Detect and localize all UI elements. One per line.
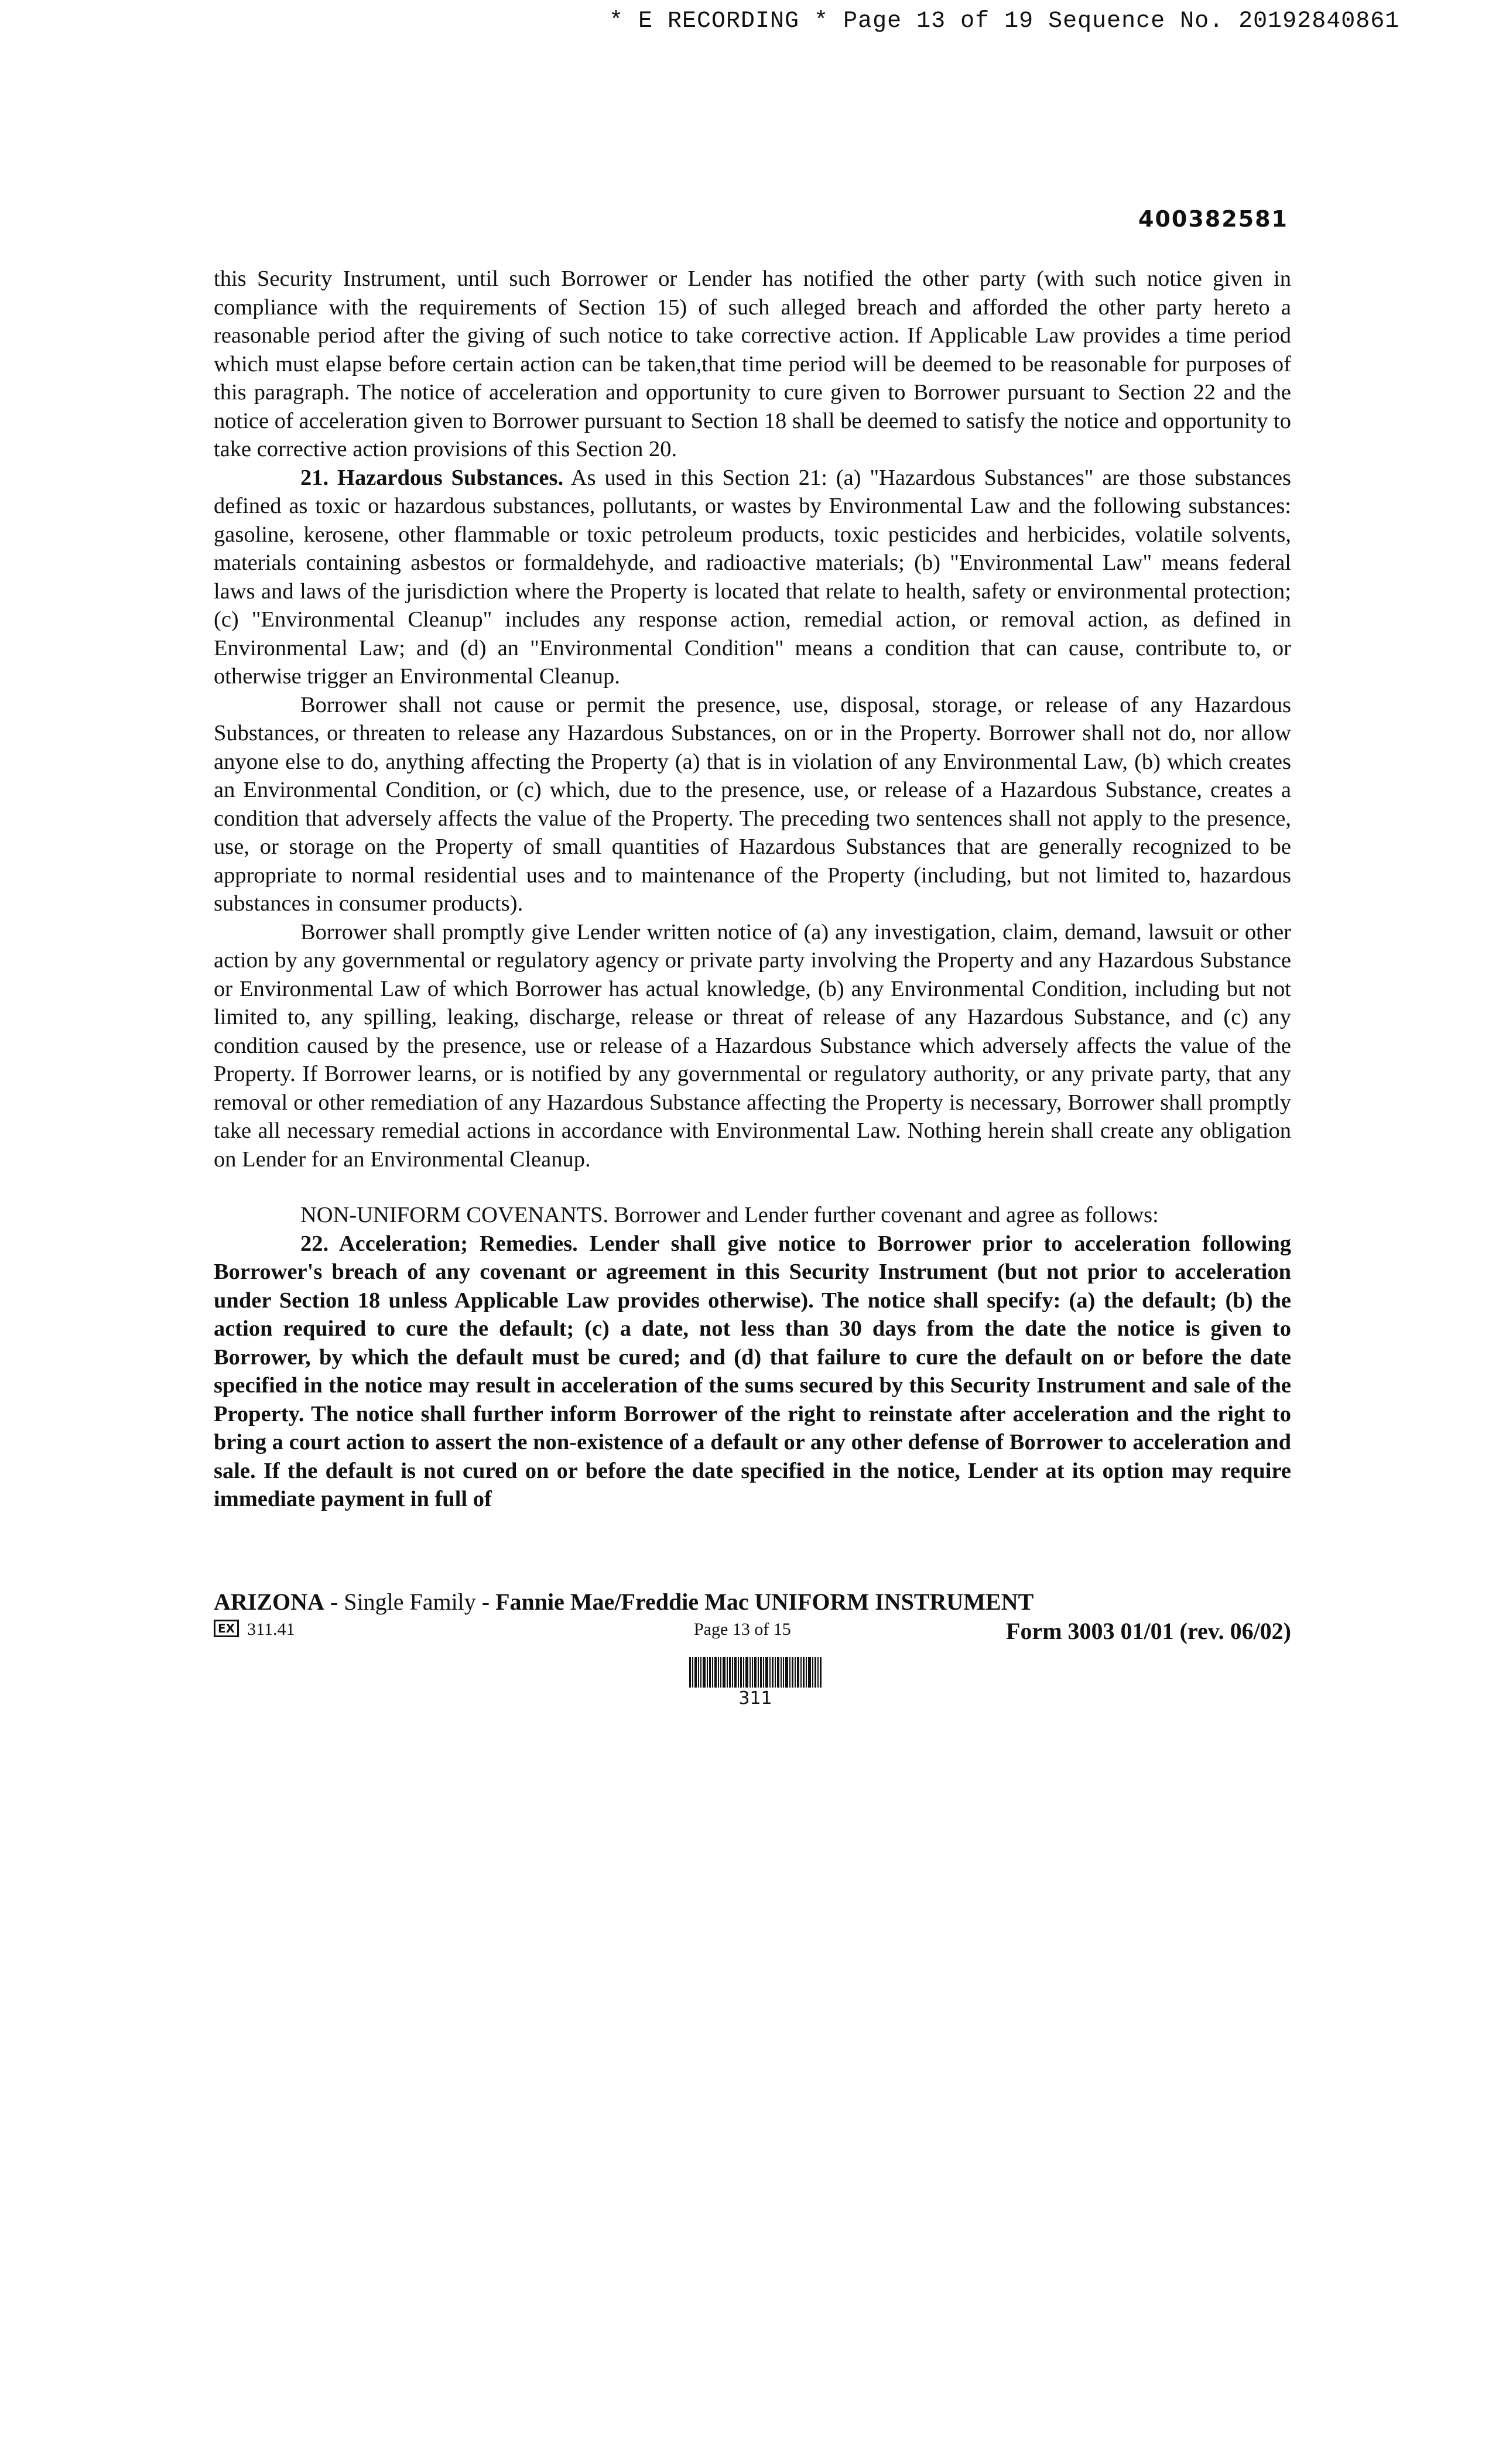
footer-state: ARIZONA (214, 1589, 324, 1615)
paragraph-section-20-continued: this Security Instrument, until such Borrower or Lender has notified the other party (with such notice given in compliance with the requirements of Section 15) of such alleged breach and afforded the other party hereto a reasonable period after the giving of such notice to take corrective action. If Applicable Law provides a time period which must elapse before certain action can be taken,that time period will be deemed to be reasonable for purposes of this paragraph. The notice of acceleration and opportunity to cure given to Borrower pursuant to Section 22 and the notice of acceleration given to Borrower pursuant to Section 18 shall be deemed to satisfy the notice and opportunity to take corrective action provisions of this Section 20. (214, 266, 1292, 461)
footer-code (214, 1620, 295, 1640)
document-body (214, 265, 1291, 1514)
footer-row (214, 1617, 1291, 1652)
section-21-text: As used in this Section 21: (a) "Hazardous Substances" are those substances defined as toxic or hazardous substances, pollutants, or wastes by Environmental Law and the following substances: gasoline, kerosene, other flammable or toxic petroleum products, toxic pesticides and herbicides, volatile solvents, materials containing asbestos or formaldehyde, and radioactive materials; (b) "Environmental Law" means federal laws and laws of the jurisdiction where the Property is located that relate to health, safety or environmental protection; (c) "Environmental Cleanup" includes any response action, remedial action, or removal action, as defined in Environmental Law; and (d) an "Environmental Condition" means a condition that can cause, contribute to, or otherwise trigger an Environmental Cleanup. (214, 465, 1292, 689)
paragraph-hazardous-notice: Borrower shall promptly give Lender written notice of (a) any investigation, claim, demand, lawsuit or other action by any governmental or regulatory agency or private party involving the Property and any Hazardous Substance or Environmental Law of which Borrower has actual knowledge, (b) any Environmental Condition, including but not limited to, any spilling, leaking, discharge, release or threat of release of any Hazardous Substance, and (c) any condition caused by the presence, use or release of a Hazardous Substance which adversely affects the value of the Property. If Borrower learns, or is notified by any governmental or regulatory authority, or any private party, that any removal or other remediation of any Hazardous Substance affecting the Property is necessary, Borrower shall promptly take all necessary remedial actions in accordance with Environmental Law. Nothing herein shall create any obligation on Lender for an Environmental Cleanup. (214, 919, 1291, 1172)
paragraph-hazardous-presence: Borrower shall not cause or permit the presence, use, disposal, storage, or release of any Hazardous Substances, or threaten to release any Hazardous Substances, on or in the Property. Borrower shall not do, nor allow anyone else to do, anything affecting the Property (a) that is in violation of any Environmental Law, (b) which creates an Environmental Condition, or (c) which, due to the presence, use, or release of a Hazardous Substance, creates a condition that adversely affects the value of the Property. The preceding two sentences shall not apply to the presence, use, or storage on the Property of small quantities of Hazardous Substances that are generally recognized to be appropriate to normal residential uses and to maintenance of the Property (including, but not limited to, hazardous substances in consumer products). (214, 692, 1291, 916)
footer-code-number: 311.41 (247, 1620, 295, 1639)
footer-instrument-line (214, 1588, 1291, 1616)
document-number: 400382581 (1138, 206, 1288, 232)
form-footer (214, 1588, 1291, 1652)
section-21-heading: 21. Hazardous Substances. (300, 465, 564, 490)
footer-form-number: Form 3003 01/01 (rev. 06/02) (1006, 1618, 1291, 1644)
paragraph-section-22: 22. Acceleration; Remedies. Lender shall give notice to Borrower prior to acceleration following Borrower's breach of any covenant or agreement in this Security Instrument (but not prior to acceleration under Section 18 unless Applicable Law provides otherwise). The notice shall specify: (a) the default; (b) the action required to cure the default; (c) a date, not less than 30 days from the date the notice is given to Borrower, by which the default must be cured; and (d) that failure to cure the default on or before the date specified in the notice may result in acceleration of the sums secured by this Security Instrument and sale of the Property. The notice shall further inform Borrower of the right to reinstate after acceleration and the right to bring a court action to assert the non-existence of a default or any other defense of Borrower to acceleration and sale. If the default is not cured on or before the date specified in the notice, Lender at its option may require immediate payment in full of (214, 1231, 1291, 1511)
recording-header: * E RECORDING * Page 13 of 19 Sequence No. 20192840861 (609, 8, 1400, 35)
footer-separator: - Single Family - (324, 1589, 496, 1615)
barcode-number: 311 (738, 1688, 772, 1709)
barcode-bars (688, 1657, 823, 1688)
non-uniform-covenants: NON-UNIFORM COVENANTS. Borrower and Lender further covenant and agree as follows: (300, 1203, 1159, 1227)
barcode (685, 1657, 826, 1709)
footer-instrument: Fannie Mae/Freddie Mac UNIFORM INSTRUMENT (495, 1589, 1034, 1615)
footer-badge: EX (214, 1620, 239, 1637)
paragraph-section-21 (214, 464, 1291, 691)
footer-page-number: Page 13 of 15 (694, 1620, 791, 1639)
